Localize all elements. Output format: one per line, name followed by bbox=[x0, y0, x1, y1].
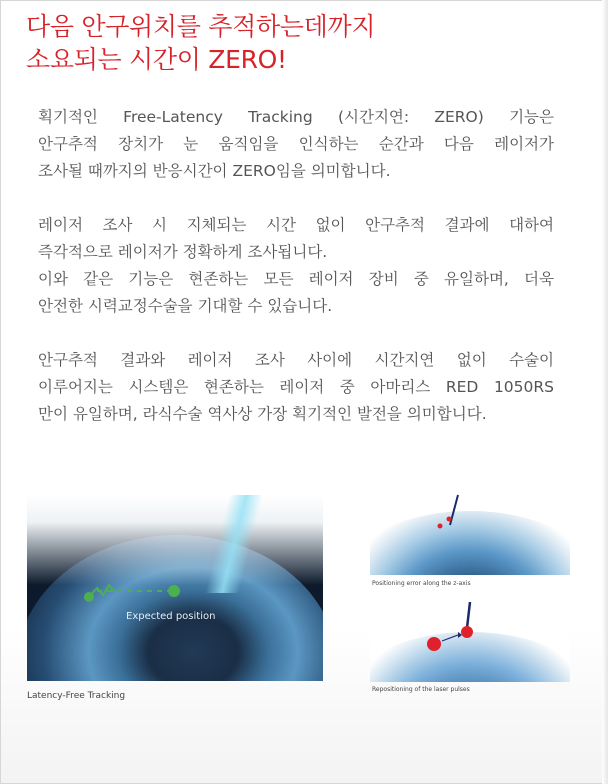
expected-position-dot bbox=[168, 585, 180, 597]
paragraph-line: 안구추적 장치가 눈 움직임을 인식하는 순간과 다음 레이저가 bbox=[38, 135, 554, 153]
paragraph-line: 즉각적으로 레이저가 정확하게 조사됩니다. bbox=[38, 243, 328, 261]
paragraph-line: 이와 같은 기능은 현존하는 모든 레이저 장비 중 유일하며, 더욱 bbox=[38, 270, 554, 288]
headline-line-1: 다음 안구위치를 추적하는데까지 bbox=[26, 12, 376, 41]
reposition-arrow bbox=[442, 635, 458, 641]
repositioning-image bbox=[370, 600, 570, 682]
pulse-dot-repositioned bbox=[461, 626, 473, 638]
latency-free-caption: Latency-Free Tracking bbox=[27, 691, 126, 701]
headline bbox=[26, 10, 375, 76]
pulse-dot bbox=[447, 517, 452, 522]
paragraph-line: 조사될 때까지의 반응시간이 ZERO임을 의미합니다. bbox=[38, 162, 391, 180]
laser-line bbox=[450, 495, 458, 525]
paragraph-3 bbox=[38, 347, 554, 428]
paragraph-line: 안전한 시력교정수술을 기대할 수 있습니다. bbox=[38, 297, 333, 315]
body-text bbox=[38, 104, 554, 455]
panel-shadow bbox=[602, 0, 608, 784]
z-axis-overlay bbox=[370, 493, 570, 575]
paragraph-1 bbox=[38, 104, 554, 185]
z-axis-caption: Positioning error along the z-axis bbox=[372, 580, 471, 587]
pulse-dot-original bbox=[427, 637, 441, 651]
paragraph-line: 이루어지는 시스템은 현존하는 레이저 중 아마리스 RED 1050RS bbox=[38, 378, 554, 396]
laser-line bbox=[467, 602, 470, 628]
repositioning-caption: Repositioning of the laser pulses bbox=[372, 686, 470, 693]
paragraph-line: 안구추적 결과와 레이저 조사 사이에 시간지연 없이 수술이 bbox=[38, 351, 554, 369]
paragraph-line: 레이저 조사 시 지체되는 시간 없이 안구추적 결과에 대하여 bbox=[38, 216, 554, 234]
z-axis-error-image bbox=[370, 493, 570, 575]
pulse-dot bbox=[438, 524, 443, 529]
start-dot bbox=[84, 592, 94, 602]
tracking-overlay bbox=[27, 495, 323, 681]
latency-free-tracking-image bbox=[27, 495, 323, 681]
paragraph-line: 만이 유일하며, 라식수술 역사상 가장 획기적인 발전을 의미합니다. bbox=[38, 405, 487, 423]
repositioning-overlay bbox=[370, 600, 570, 682]
expected-position-label: Expected position bbox=[126, 611, 216, 622]
paragraph-line: 획기적인 Free-Latency Tracking (시간지연: ZERO) 기능은 bbox=[38, 108, 554, 126]
paragraph-2 bbox=[38, 212, 554, 320]
headline-line-2: 소요되는 시간이 ZERO! bbox=[26, 45, 287, 74]
